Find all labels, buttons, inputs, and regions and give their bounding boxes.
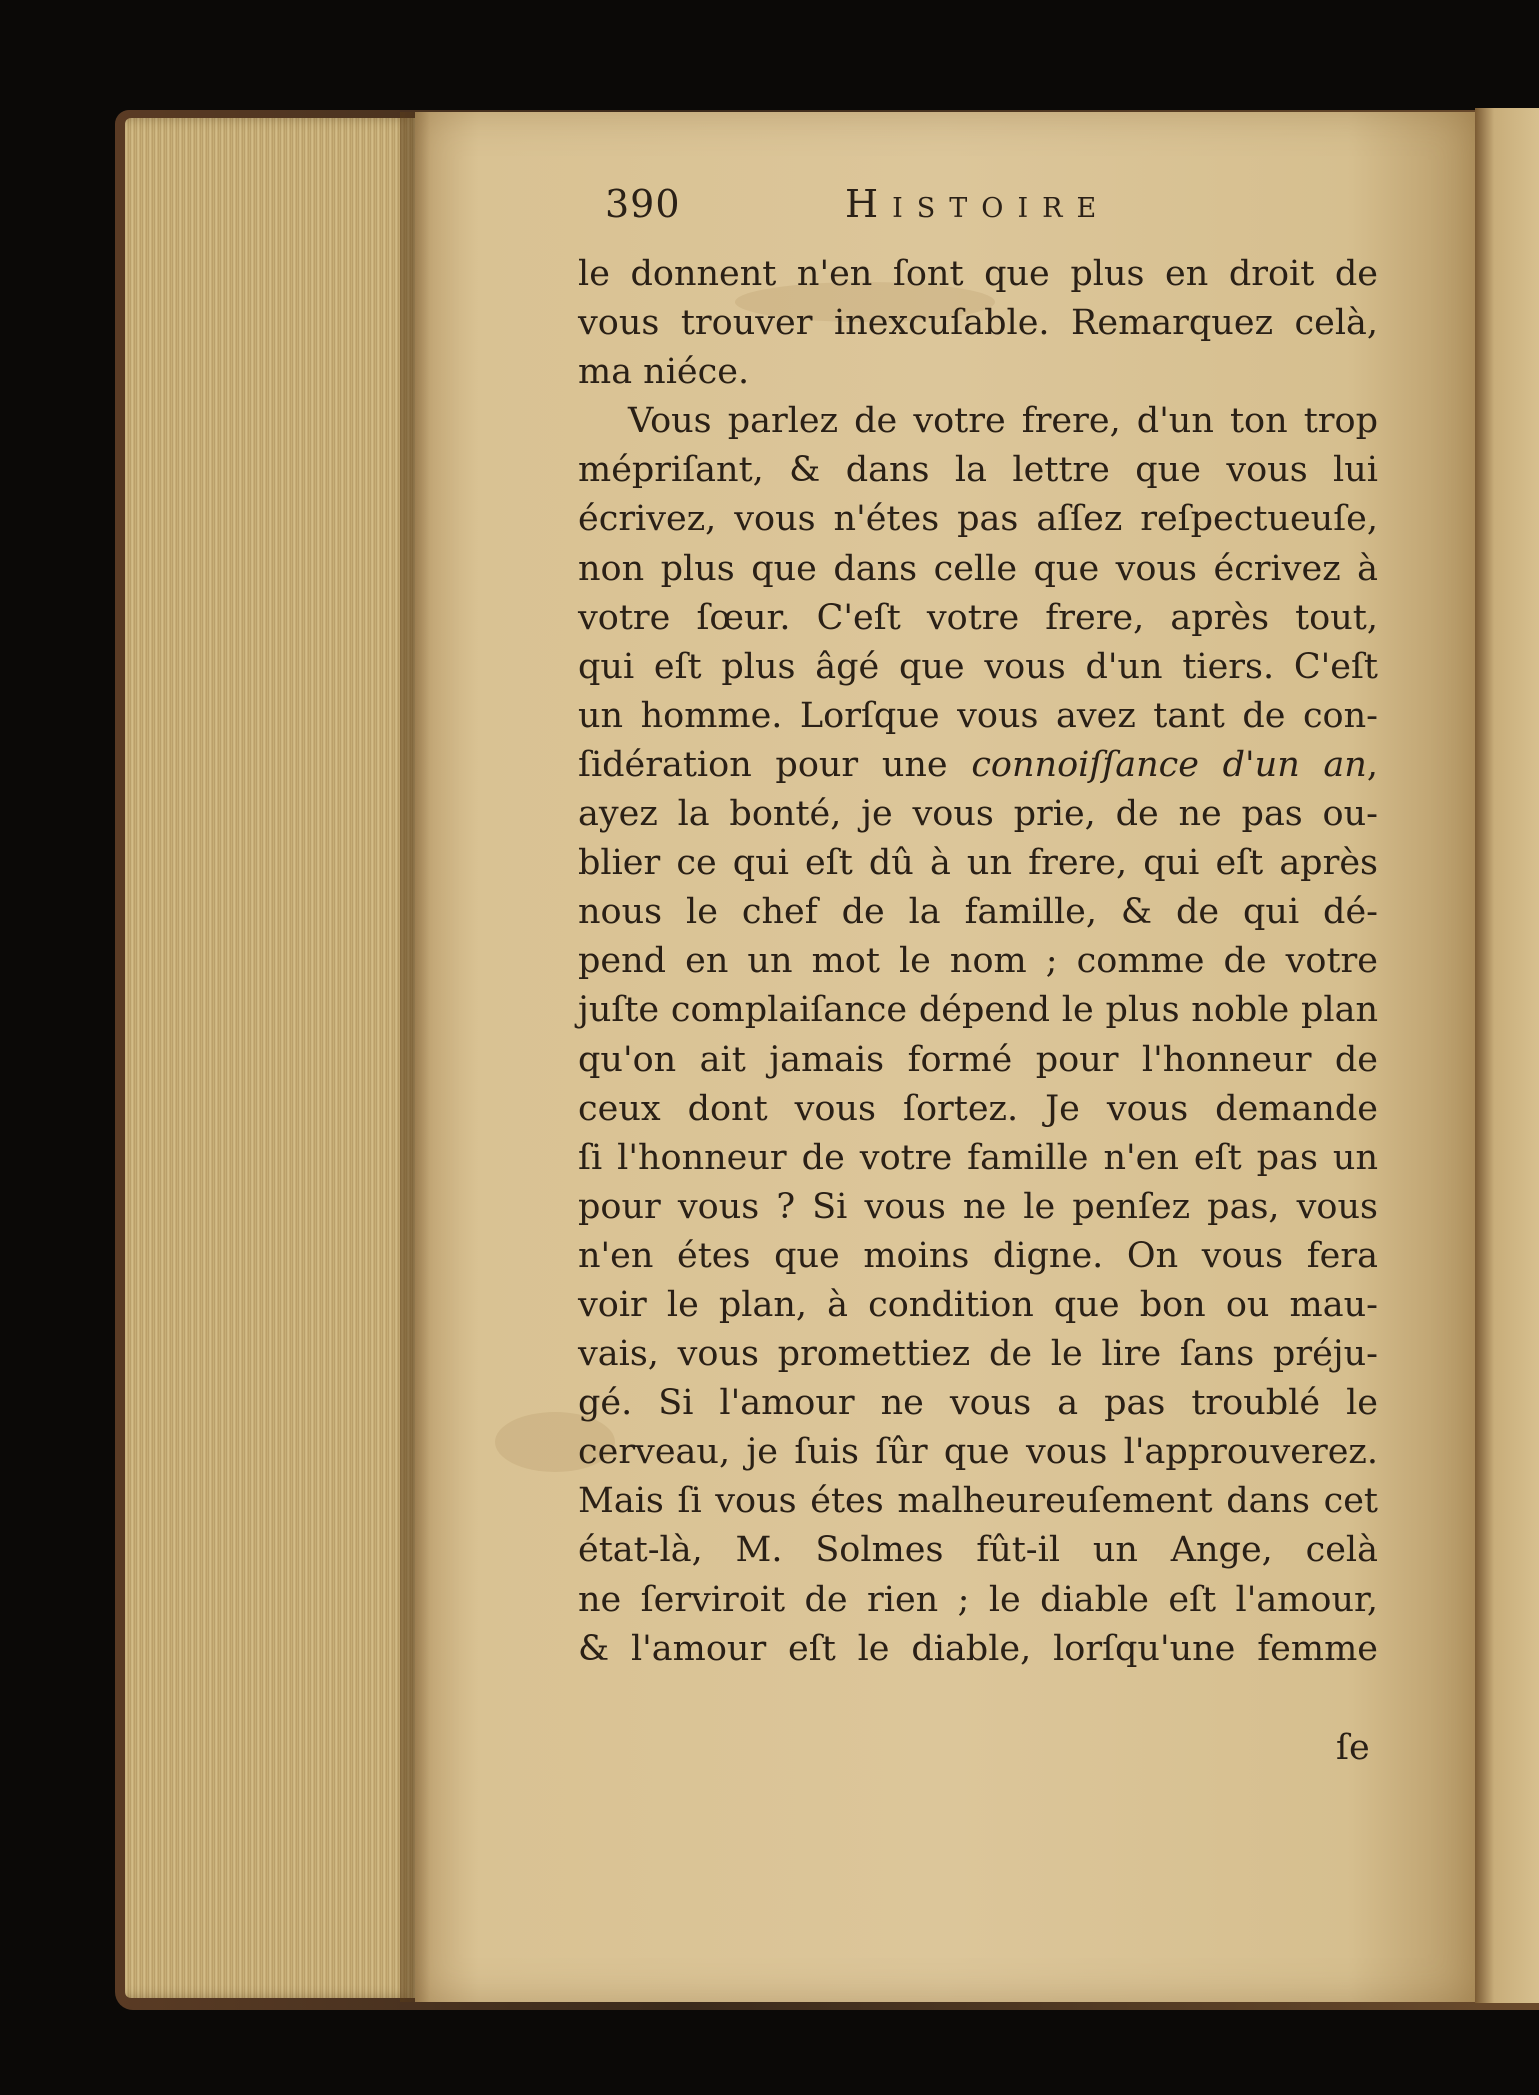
text-line: un homme. Lorſque vous avez tant de con- <box>578 695 1378 736</box>
page-edges <box>125 118 415 1998</box>
text-line: non plus que dans celle que vous écrivez à <box>578 548 1378 589</box>
text-line: Vous parlez de votre frere, d'un ton trop <box>628 401 1378 442</box>
text-line: voir le plan, à condition que bon ou mau- <box>578 1284 1378 1325</box>
text-line: & l'amour eſt le diable, lorſqu'une femme <box>578 1628 1378 1669</box>
text-line: ne ſerviroit de rien ; le diable eſt l'amour, <box>578 1579 1378 1620</box>
text-line: votre ſœur. C'eſt votre frere, après tout, <box>578 597 1378 638</box>
text-line: mépriſant, & dans la lettre que vous lui <box>578 450 1378 491</box>
text-line: juſte complaiſance dépend le plus noble plan <box>578 990 1378 1031</box>
text-line: nous le chef de la famille, & de qui dé- <box>578 892 1378 933</box>
text-line: pend en un mot le nom ; comme de votre <box>578 941 1378 982</box>
italic-phrase: connoiſſance d'un an <box>971 744 1367 785</box>
catchword: ſe <box>1336 1728 1370 1768</box>
text-line: état-là, M. Solmes fût-il un Ange, celà <box>578 1530 1378 1571</box>
text-line: vous trouver inexcuſable. Remarquez celà, <box>578 303 1378 344</box>
text-line: ma niéce. <box>578 352 750 393</box>
text-segment: , <box>1366 744 1378 785</box>
text-line: qu'on ait jamais formé pour l'honneur de <box>578 1039 1378 1080</box>
text-line-with-italic <box>578 741 1378 790</box>
text-line: qui eſt plus âgé que vous d'un tiers. C'eſt <box>578 646 1378 687</box>
text-line: n'en étes que moins digne. On vous fera <box>578 1235 1378 1276</box>
text-line: Mais ſi vous étes malheureuſement dans cet <box>578 1481 1378 1522</box>
gutter-shadow <box>400 112 430 2002</box>
text-line: vais, vous promettiez de le lire ſans préju- <box>578 1334 1378 1375</box>
text-line: ayez la bonté, je vous prie, de ne pas ou- <box>578 794 1378 835</box>
text-line: ceux dont vous ſortez. Je vous demande <box>578 1088 1378 1129</box>
body-text <box>578 250 1378 1674</box>
running-title: Histoire <box>845 182 1111 226</box>
text-line: écrivez, vous n'étes pas aſſez reſpectueuſe, <box>578 499 1378 540</box>
facing-page-edge <box>1475 108 1539 2003</box>
text-line: ſi l'honneur de votre famille n'en eſt pas un <box>578 1137 1378 1178</box>
text-line: le donnent n'en ſont que plus en droit de <box>578 254 1378 294</box>
page-header <box>605 182 1375 242</box>
text-segment: ſidération pour une <box>578 744 972 785</box>
page-number: 390 <box>605 182 681 226</box>
text-line: cerveau, je ſuis ſûr que vous l'approuverez. <box>578 1432 1378 1473</box>
text-line: blier ce qui eſt dû à un frere, qui eſt après <box>578 843 1378 884</box>
text-line: pour vous ? Si vous ne le penſez pas, vous <box>578 1186 1378 1227</box>
text-line: gé. Si l'amour ne vous a pas troublé le <box>578 1383 1378 1424</box>
